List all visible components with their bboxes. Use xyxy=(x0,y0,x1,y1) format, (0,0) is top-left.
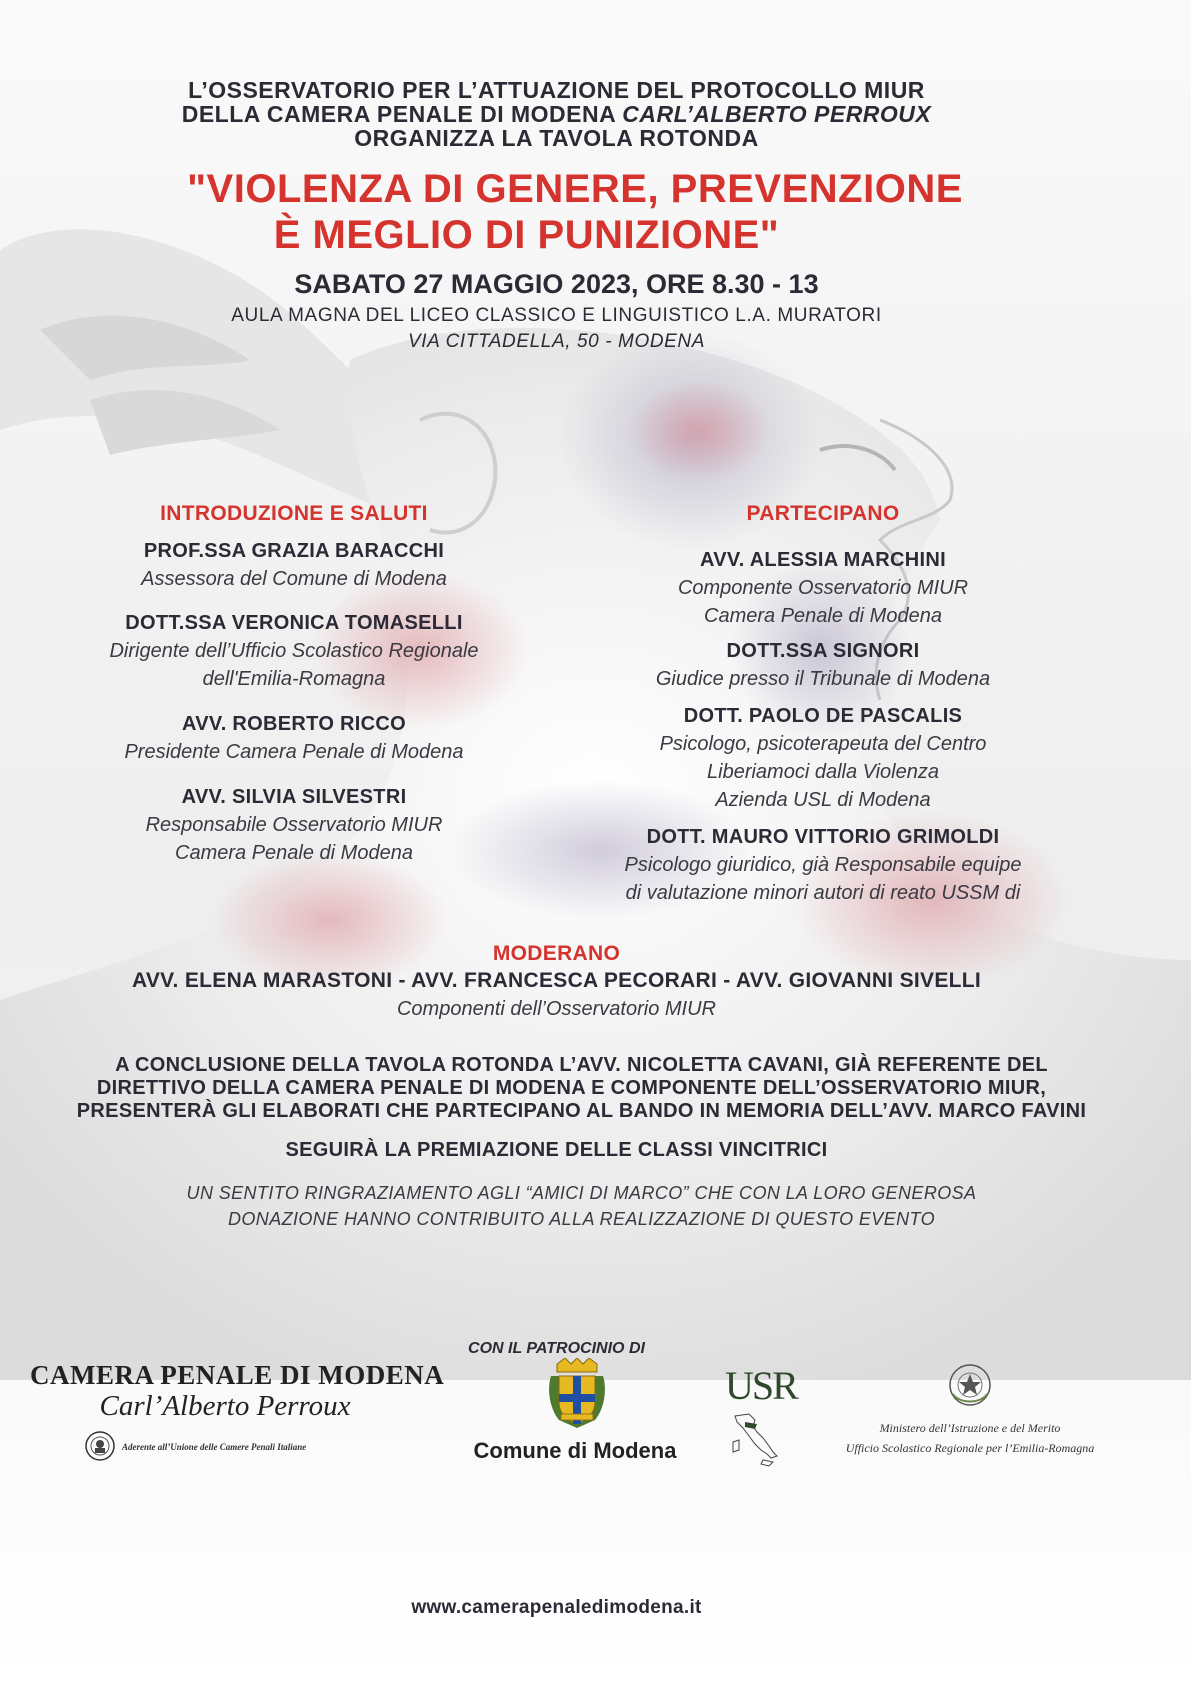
camera-penale-subtitle: Carl’Alberto Perroux xyxy=(99,1390,351,1422)
thanks-line-1: UN SENTITO RINGRAZIAMENTO AGLI “AMICI DI MARCO” CHE CON LA LORO GENEROSA xyxy=(186,1183,977,1203)
camera-penale-membership: Aderente all’Unione delle Camere Penali Italiane xyxy=(122,1442,307,1452)
speaker-name: AVV. ALESSIA MARCHINI xyxy=(700,549,946,571)
organizer-name-italic: CARL’ALBERTO PERROUX xyxy=(622,101,932,127)
speaker-role: Azienda USL di Modena xyxy=(715,789,931,811)
speaker-role: Liberiamoci dalla Violenza xyxy=(707,761,939,783)
speaker-name: PROF.SSA GRAZIA BARACCHI xyxy=(143,540,445,562)
speaker-role: Dirigente dell’Ufficio Scolastico Regionale xyxy=(109,640,479,662)
usr-logo-text: USR xyxy=(725,1363,797,1408)
event-venue: AULA MAGNA DEL LICEO CLASSICO E LINGUISTICO L.A. MURATORI xyxy=(231,305,882,326)
comune-name: Comune di Modena xyxy=(473,1438,677,1463)
italy-map-icon xyxy=(727,1410,787,1470)
comune-crest-icon xyxy=(545,1358,609,1430)
event-title-line-1: "VIOLENZA DI GENERE, PREVENZIONE xyxy=(187,167,963,211)
camera-penale-logo xyxy=(30,1360,445,1460)
comune-modena-logo xyxy=(455,1358,695,1468)
speaker-role: Responsabile Osservatorio MIUR xyxy=(145,814,443,836)
speaker-role: dell'Emilia-Romagna xyxy=(202,668,386,690)
organizer-line-3: ORGANIZZA LA TAVOLA ROTONDA xyxy=(354,125,759,151)
speaker-name: DOTT. MAURO VITTORIO GRIMOLDI xyxy=(646,826,1000,848)
speaker-role: Presidente Camera Penale di Modena xyxy=(124,741,464,763)
speaker-name: DOTT.SSA SIGNORI xyxy=(726,640,920,662)
speaker-role: Psicologo giuridico, già Responsabile equipe xyxy=(624,854,1022,876)
speaker-name: DOTT. PAOLO DE PASCALIS xyxy=(683,705,963,727)
website-link[interactable]: www.camerapenaledimodena.it xyxy=(411,1597,702,1618)
speaker-role: Camera Penale di Modena xyxy=(175,842,413,864)
moderators-names: AVV. ELENA MARASTONI - AVV. FRANCESCA PECORARI - AVV. GIOVANNI SIVELLI xyxy=(131,969,982,992)
ministry-office: Ufficio Scolastico Regionale per l’Emilia-Romagna xyxy=(845,1441,1095,1455)
camera-penale-seal-icon xyxy=(84,1430,116,1462)
italian-republic-emblem-icon xyxy=(947,1362,993,1408)
intro-heading: INTRODUZIONE E SALUTI xyxy=(160,502,428,525)
organizer-line-2-prefix: DELLA CAMERA PENALE DI MODENA xyxy=(181,101,623,127)
thanks-line-2: DONAZIONE HANNO CONTRIBUITO ALLA REALIZZAZIONE DI QUESTO EVENTO xyxy=(228,1209,935,1229)
event-title-line-2: È MEGLIO DI PUNIZIONE" xyxy=(273,213,780,257)
speaker-role: di valutazione minori autori di reato USSM di xyxy=(625,882,1021,904)
speaker-name: AVV. SILVIA SILVESTRI xyxy=(181,786,407,808)
moderators-heading: MODERANO xyxy=(492,942,621,965)
usr-logo xyxy=(715,1362,805,1472)
speaker-role: Assessora del Comune di Modena xyxy=(141,568,447,590)
event-date: SABATO 27 MAGGIO 2023, ORE 8.30 - 13 xyxy=(294,269,819,299)
patronage-label: CON IL PATROCINIO DI xyxy=(468,1340,645,1357)
ministry-name: Ministero dell’Istruzione e del Merito xyxy=(879,1421,1061,1435)
speaker-name: DOTT.SSA VERONICA TOMASELLI xyxy=(125,612,463,634)
speaker-role: Componente Osservatorio MIUR xyxy=(677,577,969,599)
participants-heading: PARTECIPANO xyxy=(746,502,900,525)
conclusion-line-3: PRESENTERÀ GLI ELABORATI CHE PARTECIPANO AL BANDO IN MEMORIA DELL’AVV. MARCO FAVINI xyxy=(76,1100,1087,1122)
award-line: SEGUIRÀ LA PREMIAZIONE DELLE CLASSI VINCITRICI xyxy=(285,1139,828,1161)
speaker-role: Giudice presso il Tribunale di Modena xyxy=(655,668,991,690)
organizer-line-1: L’OSSERVATORIO PER L’ATTUAZIONE DEL PROTOCOLLO MIUR xyxy=(188,77,925,103)
ministry-logo xyxy=(810,1362,1130,1472)
event-address: VIA CITTADELLA, 50 - MODENA xyxy=(407,331,706,352)
conclusion-line-1: A CONCLUSIONE DELLA TAVOLA ROTONDA L’AVV. NICOLETTA CAVANI, GIÀ REFERENTE DEL xyxy=(115,1054,1048,1076)
moderators-role: Componenti dell’Osservatorio MIUR xyxy=(396,998,716,1020)
conclusion-line-2: DIRETTIVO DELLA CAMERA PENALE DI MODENA E COMPONENTE DELL’OSSERVATORIO MIUR, xyxy=(96,1077,1047,1099)
organizer-line-2 xyxy=(0,101,1113,128)
speaker-role: Psicologo, psicoterapeuta del Centro xyxy=(659,733,987,755)
speaker-role: Camera Penale di Modena xyxy=(704,605,942,627)
camera-penale-name: CAMERA PENALE DI MODENA xyxy=(30,1360,445,1390)
speaker-name: AVV. ROBERTO RICCO xyxy=(182,713,406,735)
